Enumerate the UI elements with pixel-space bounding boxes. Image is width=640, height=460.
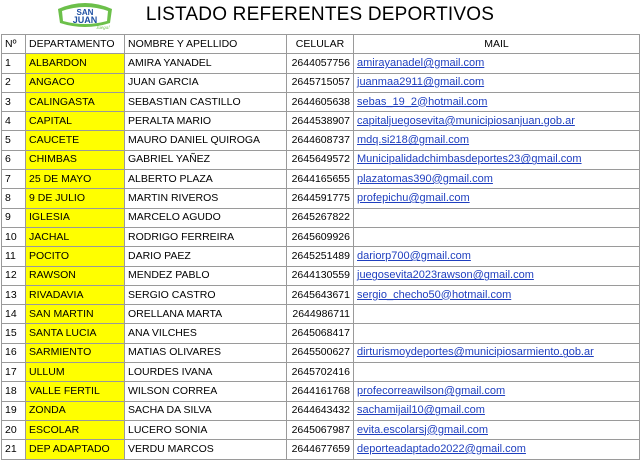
referentes-table (1, 34, 640, 460)
row-number: 1 (2, 54, 26, 73)
department-cell: SANTA LUCIA (26, 324, 125, 343)
table-row (2, 305, 640, 324)
department-cell: 9 DE JULIO (26, 189, 125, 208)
row-number: 15 (2, 324, 26, 343)
phone-cell: 2644677659 (287, 440, 354, 459)
phone-cell: 2644130559 (287, 266, 354, 285)
email-link[interactable]: mdq.si218@gmail.com (357, 134, 470, 147)
row-number: 21 (2, 440, 26, 459)
table-row (2, 285, 640, 304)
name-cell: MARTIN RIVEROS (125, 189, 287, 208)
row-number: 20 (2, 420, 26, 439)
table-row (2, 363, 640, 382)
department-cell: 25 DE MAYO (26, 170, 125, 189)
phone-cell: 2645702416 (287, 363, 354, 382)
row-number: 7 (2, 170, 26, 189)
name-cell: SERGIO CASTRO (125, 285, 287, 304)
department-cell: ZONDA (26, 401, 125, 420)
phone-cell: 2644057756 (287, 54, 354, 73)
phone-cell: 2644591775 (287, 189, 354, 208)
department-cell: CHIMBAS (26, 150, 125, 169)
department-cell: IGLESIA (26, 208, 125, 227)
row-number: 11 (2, 247, 26, 266)
department-cell: SARMIENTO (26, 343, 125, 362)
row-number: 8 (2, 189, 26, 208)
table-row (2, 227, 640, 246)
header-name: NOMBRE Y APELLIDO (125, 35, 287, 54)
row-number: 5 (2, 131, 26, 150)
department-cell: CAUCETE (26, 131, 125, 150)
row-number: 6 (2, 150, 26, 169)
name-cell: PERALTA MARIO (125, 112, 287, 131)
department-cell: VALLE FERTIL (26, 382, 125, 401)
phone-cell: 2644538907 (287, 112, 354, 131)
row-number: 18 (2, 382, 26, 401)
table-row (2, 131, 640, 150)
name-cell: SEBASTIAN CASTILLO (125, 92, 287, 111)
email-cell (354, 92, 640, 111)
table-row (2, 112, 640, 131)
header-cel: CELULAR (287, 35, 354, 54)
phone-cell: 2645267822 (287, 208, 354, 227)
email-cell (354, 112, 640, 131)
table-row (2, 420, 640, 439)
email-link[interactable]: profecorreawilson@gmail.com (357, 384, 506, 397)
department-cell: JACHAL (26, 227, 125, 246)
department-cell: CAPITAL (26, 112, 125, 131)
email-cell (354, 420, 640, 439)
name-cell: MATIAS OLIVARES (125, 343, 287, 362)
department-cell: ALBARDON (26, 54, 125, 73)
phone-cell: 2644605638 (287, 92, 354, 111)
table-row (2, 440, 640, 459)
table-row (2, 92, 640, 111)
row-number: 14 (2, 305, 26, 324)
phone-cell: 2644643432 (287, 401, 354, 420)
name-cell: GABRIEL YAÑEZ (125, 150, 287, 169)
name-cell: ANA VILCHES (125, 324, 287, 343)
email-cell (354, 131, 640, 150)
name-cell: ORELLANA MARTA (125, 305, 287, 324)
department-cell: POCITO (26, 247, 125, 266)
logo-line1: SAN (76, 8, 94, 17)
email-cell (354, 305, 640, 324)
name-cell: AMIRA YANADEL (125, 54, 287, 73)
logo-tagline: Juega! (96, 26, 110, 31)
email-cell (354, 189, 640, 208)
row-number: 4 (2, 112, 26, 131)
department-cell: ESCOLAR (26, 420, 125, 439)
name-cell: LUCERO SONIA (125, 420, 287, 439)
table-row (2, 150, 640, 169)
email-cell (354, 382, 640, 401)
phone-cell: 2645643671 (287, 285, 354, 304)
email-cell (354, 150, 640, 169)
table-row (2, 170, 640, 189)
phone-cell: 2644161768 (287, 382, 354, 401)
email-cell (354, 170, 640, 189)
phone-cell: 2645649572 (287, 150, 354, 169)
phone-cell: 2645251489 (287, 247, 354, 266)
email-cell (354, 343, 640, 362)
email-cell (354, 227, 640, 246)
name-cell: JUAN GARCIA (125, 73, 287, 92)
name-cell: SACHA DA SILVA (125, 401, 287, 420)
name-cell: LOURDES IVANA (125, 363, 287, 382)
table-row (2, 208, 640, 227)
row-number: 16 (2, 343, 26, 362)
header-mail: MAIL (354, 35, 640, 54)
email-link[interactable]: plazatomas390@gmail.com (357, 172, 493, 185)
phone-cell: 2645609926 (287, 227, 354, 246)
header-dept: DEPARTAMENTO (26, 35, 125, 54)
table-row (2, 324, 640, 343)
email-link[interactable]: profepichu@gmail.com (357, 192, 470, 205)
email-cell (354, 247, 640, 266)
phone-cell: 2644608737 (287, 131, 354, 150)
department-cell: SAN MARTIN (26, 305, 125, 324)
table-row (2, 247, 640, 266)
email-cell (354, 363, 640, 382)
table-row (2, 73, 640, 92)
email-link[interactable]: evita.escolarsj@gmail.com (357, 423, 488, 436)
row-number: 13 (2, 285, 26, 304)
email-link[interactable]: dirturismoydeportes@municipiosarmiento.gob.ar (357, 346, 594, 359)
name-cell: MENDEZ PABLO (125, 266, 287, 285)
email-link[interactable]: juanmaa2911@gmail.com (357, 76, 485, 89)
name-cell: DARIO PAEZ (125, 247, 287, 266)
name-cell: ALBERTO PLAZA (125, 170, 287, 189)
email-link[interactable]: amirayanadel@gmail.com (357, 56, 485, 69)
department-cell: CALINGASTA (26, 92, 125, 111)
header-num: Nº (2, 35, 26, 54)
name-cell: WILSON CORREA (125, 382, 287, 401)
name-cell: MAURO DANIEL QUIROGA (125, 131, 287, 150)
name-cell: MARCELO AGUDO (125, 208, 287, 227)
email-cell (354, 324, 640, 343)
email-link[interactable]: Municipalidadchimbasdeportes23@gmail.com (357, 153, 582, 166)
logo-line2: JUAN (72, 15, 98, 25)
email-link[interactable]: capitaljuegosevita@municipiosanjuan.gob.ar (357, 114, 575, 127)
row-number: 3 (2, 92, 26, 111)
row-number: 2 (2, 73, 26, 92)
header-row (2, 35, 640, 54)
department-cell: RAWSON (26, 266, 125, 285)
table-row (2, 382, 640, 401)
name-cell: VERDU MARCOS (125, 440, 287, 459)
phone-cell: 2645500627 (287, 343, 354, 362)
email-cell (354, 266, 640, 285)
email-cell (354, 208, 640, 227)
email-link[interactable]: sergio_checho50@hotmail.com (357, 288, 512, 301)
email-cell (354, 440, 640, 459)
san-juan-logo (54, 1, 116, 31)
email-link[interactable]: sebas_19_2@hotmail.com (357, 95, 488, 108)
table-row (2, 54, 640, 73)
email-cell (354, 285, 640, 304)
department-cell: DEP ADAPTADO (26, 440, 125, 459)
email-cell (354, 73, 640, 92)
phone-cell: 2644986711 (287, 305, 354, 324)
row-number: 10 (2, 227, 26, 246)
page-title: LISTADO REFERENTES DEPORTIVOS (145, 4, 495, 25)
department-cell: ANGACO (26, 73, 125, 92)
email-link[interactable]: dariorp700@gmail.com (357, 249, 471, 262)
email-link[interactable]: deporteadaptado2022@gmail.com (357, 442, 526, 455)
row-number: 19 (2, 401, 26, 420)
email-link[interactable]: juegosevita2023rawson@gmail.com (357, 269, 534, 282)
row-number: 12 (2, 266, 26, 285)
table-row (2, 266, 640, 285)
row-number: 17 (2, 363, 26, 382)
phone-cell: 2645068417 (287, 324, 354, 343)
phone-cell: 2645715057 (287, 73, 354, 92)
table-row (2, 189, 640, 208)
phone-cell: 2645067987 (287, 420, 354, 439)
row-number: 9 (2, 208, 26, 227)
table-row (2, 343, 640, 362)
email-cell (354, 54, 640, 73)
department-cell: RIVADAVIA (26, 285, 125, 304)
department-cell: ULLUM (26, 363, 125, 382)
phone-cell: 2644165655 (287, 170, 354, 189)
email-link[interactable]: sachamijail10@gmail.com (357, 404, 485, 417)
name-cell: RODRIGO FERREIRA (125, 227, 287, 246)
